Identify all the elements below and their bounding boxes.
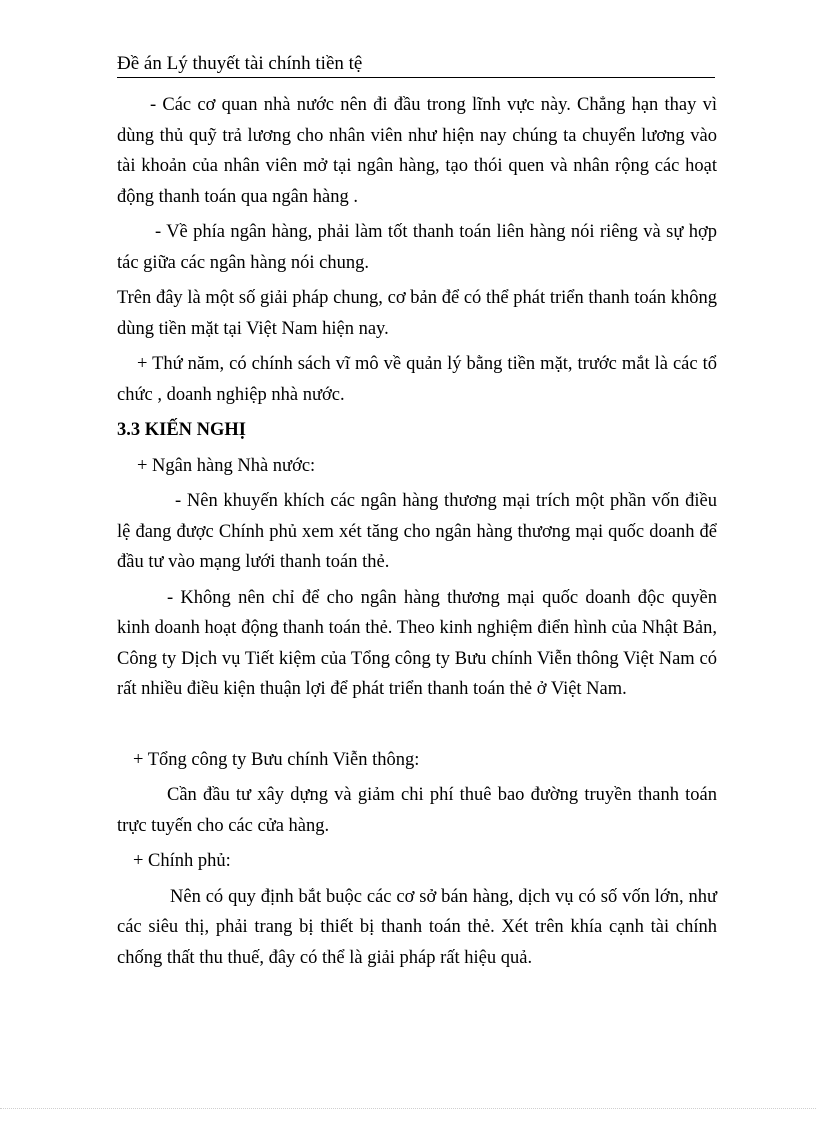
subheading-state-bank: + Ngân hàng Nhà nước: <box>137 455 316 476</box>
subheading-post-telecom: + Tổng công ty Bưu chính Viễn thông: <box>133 749 420 770</box>
paragraph-fifth-solution: + Thứ năm, có chính sách vĩ mô về quản lý bằng tiền mặt, trước mắt là các tổ chức , doanh nghiệp nhà nước. <box>117 354 717 405</box>
paragraph-summary: Trên đây là một số giải pháp chung, cơ bản để có thể phát triển thanh toán không dùng tiền mặt tại Việt Nam hiện nay. <box>117 288 717 339</box>
section-heading: 3.3 KIẾN NGHỊ <box>117 420 247 440</box>
paragraph-no-monopoly: - Không nên chỉ để cho ngân hàng thương mại quốc doanh độc quyền kinh doanh hoạt động thanh toán thẻ. Theo kinh nghiệm điển hình của Nhật Bản, Công ty Dịch vụ Tiết kiệm của Tổng công ty Bưu chính Viễn thông Việt Nam có rất nhiều điều kiện thuận lợi để phát triển thanh toán thẻ ở Việt Nam. <box>117 587 717 699</box>
paragraph-state-agencies: - Các cơ quan nhà nước nên đi đầu trong lĩnh vực này. Chẳng hạn thay vì dùng thủ quỹ trả lương cho nhân viên như hiện nay chúng ta chuyển lương vào tài khoản của nhân viên mở tại ngân hàng, tạo thói quen và nhân rộng các hoạt động thanh toán qua ngân hàng . <box>117 95 717 207</box>
paragraph-mandatory-card-terminals: Nên có quy định bắt buộc các cơ sở bán hàng, dịch vụ có số vốn lớn, như các siêu thị, phải trang bị thiết bị thanh toán thẻ. Xét trên khía cạnh tài chính chống thất thu thuế, đây có thể là giải pháp rất hiệu quả. <box>117 886 717 968</box>
page-bottom-divider <box>0 1108 816 1109</box>
paragraph-invest-transmission: Cần đầu tư xây dựng và giảm chi phí thuê bao đường truyền thanh toán trực tuyến cho các cửa hàng. <box>117 785 717 836</box>
page-header <box>117 52 715 78</box>
document-title: Đề án Lý thuyết tài chính tiền tệ <box>117 53 363 74</box>
paragraph-bank-side: - Về phía ngân hàng, phải làm tốt thanh toán liên hàng nói riêng và sự hợp tác giữa các ngân hàng nói chung. <box>117 222 717 273</box>
paragraph-encourage-banks: - Nên khuyến khích các ngân hàng thương mại trích một phần vốn điều lệ đang được Chính phủ xem xét tăng cho ngân hàng thương mại quốc doanh để đầu tư vào mạng lưới thanh toán thẻ. <box>117 491 717 572</box>
document-body <box>117 90 717 973</box>
subheading-government: + Chính phủ: <box>133 851 231 871</box>
